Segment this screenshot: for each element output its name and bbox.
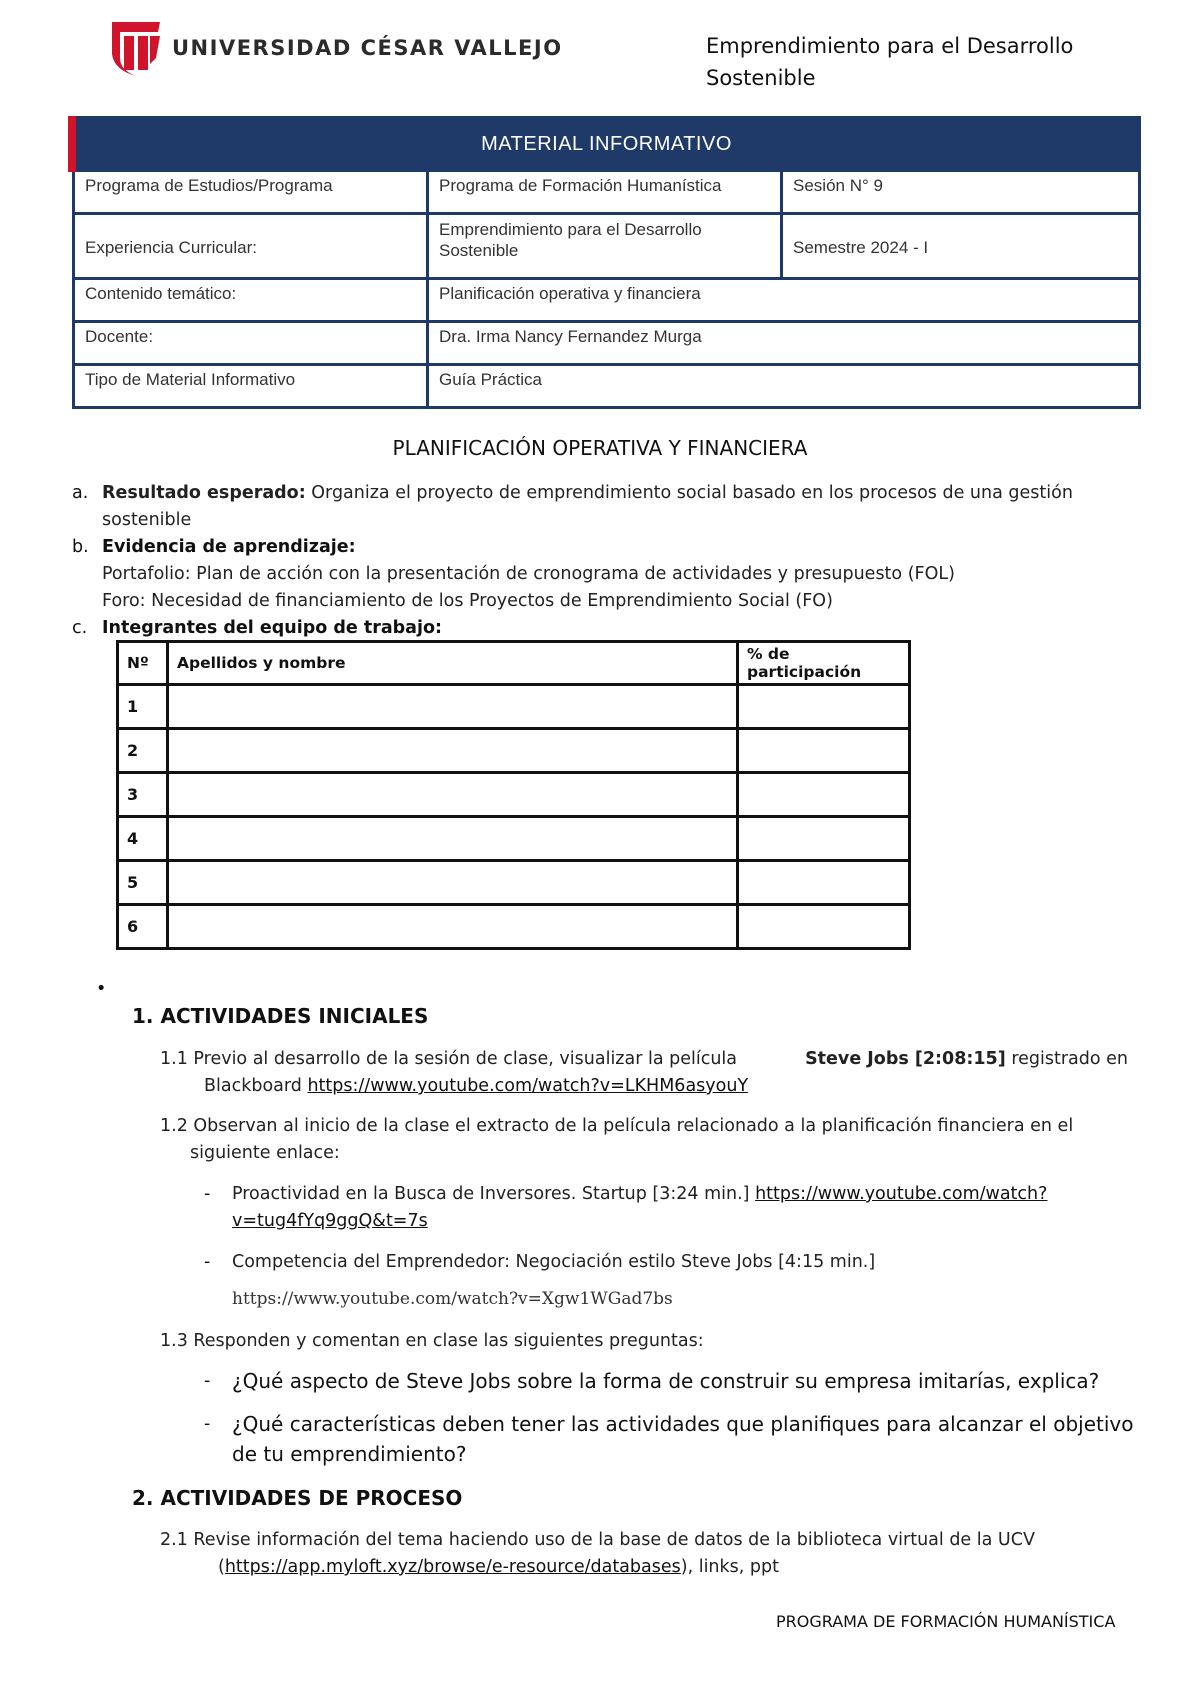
dash-1: -	[204, 1184, 211, 1204]
table-row	[118, 861, 910, 905]
item-b-label: Evidencia de aprendizaje:	[102, 537, 356, 557]
row-number: 6	[118, 905, 168, 949]
programa-label: Programa de Estudios/Programa	[74, 171, 428, 214]
semestre-value: Semestre 2024 - I	[782, 214, 1140, 279]
name-cell[interactable]	[168, 729, 738, 773]
team-members-table	[116, 640, 911, 950]
ucv-shield-icon	[110, 18, 162, 78]
main-title: PLANIFICACIÓN OPERATIVA Y FINANCIERA	[392, 436, 808, 460]
item-c-marker: c.	[72, 618, 88, 638]
p21-link[interactable]: https://app.myloft.xyz/browse/e-resource/databases	[224, 1557, 681, 1577]
contenido-value: Planificación operativa y financiera	[428, 279, 1140, 322]
tipo-label: Tipo de Material Informativo	[74, 365, 428, 408]
d1-link-part2[interactable]: v=tug4fYq9ggQ&t=7s	[232, 1211, 428, 1231]
item-a-marker: a.	[72, 483, 89, 503]
row-number: 3	[118, 773, 168, 817]
participation-cell[interactable]	[738, 861, 910, 905]
programa-value: Programa de Formación Humanística	[428, 171, 782, 214]
d2-text: Competencia del Emprendedor: Negociación estilo Steve Jobs [4:15 min.]	[232, 1252, 876, 1272]
docente-label: Docente:	[74, 322, 428, 365]
name-cell[interactable]	[168, 817, 738, 861]
p11-line2	[204, 1073, 748, 1100]
experiencia-label: Experiencia Curricular:	[74, 214, 428, 279]
sesion-value: Sesión N° 9	[782, 171, 1140, 214]
question-1: ¿Qué aspecto de Steve Jobs sobre la forma de construir su empresa imitarías, explica?	[232, 1369, 1100, 1393]
row-number: 4	[118, 817, 168, 861]
p11-text: 1.1 Previo al desarrollo de la sesión de clase, visualizar la película	[160, 1049, 738, 1069]
participation-cell[interactable]	[738, 817, 910, 861]
p11-blackboard: Blackboard	[204, 1076, 302, 1096]
tipo-value: Guía Práctica	[428, 365, 1140, 408]
item-a	[102, 480, 1102, 534]
question-2-line2: de tu emprendimiento?	[232, 1442, 467, 1466]
name-cell[interactable]	[168, 861, 738, 905]
participation-cell[interactable]	[738, 685, 910, 729]
table-row	[118, 773, 910, 817]
p21-tail: ), links, ppt	[680, 1557, 779, 1577]
row-number: 5	[118, 861, 168, 905]
table-row	[118, 685, 910, 729]
material-info-heading: MATERIAL INFORMATIVO	[74, 118, 1140, 171]
p11-tail: registrado en	[1011, 1049, 1128, 1069]
d1-line2	[232, 1208, 428, 1235]
d2-url[interactable]: https://www.youtube.com/watch?v=Xgw1WGad7bs	[232, 1289, 673, 1309]
table-row	[118, 729, 910, 773]
dash-4: -	[204, 1414, 211, 1434]
logo-text: UNIVERSIDAD CÉSAR VALLEJO	[172, 36, 563, 60]
item-b-line1: Portafolio: Plan de acción con la presentación de cronograma de actividades y presupuesto (FOL)	[102, 564, 955, 584]
p12-line2: siguiente enlace:	[190, 1143, 340, 1163]
d1-line1	[232, 1181, 1047, 1208]
item-a-label: Resultado esperado:	[102, 483, 306, 503]
p11-line1	[160, 1046, 1128, 1073]
p13: 1.3 Responden y comentan en clase las siguientes preguntas:	[160, 1331, 704, 1351]
table-row	[118, 905, 910, 949]
bullet-marker: •	[96, 979, 107, 999]
docente-value: Dra. Irma Nancy Fernandez Murga	[428, 322, 1140, 365]
row-number: 1	[118, 685, 168, 729]
participation-cell[interactable]	[738, 773, 910, 817]
university-logo	[110, 18, 563, 78]
name-cell[interactable]	[168, 685, 738, 729]
p21-line2	[218, 1554, 779, 1581]
item-a-text: Organiza el proyecto de emprendimiento social basado en los procesos de una gestión sostenible	[102, 483, 1073, 530]
participation-cell[interactable]	[738, 905, 910, 949]
item-c-label: Integrantes del equipo de trabajo:	[102, 618, 443, 638]
item-b-marker: b.	[72, 537, 89, 557]
dash-3: -	[204, 1371, 211, 1391]
material-info-table	[72, 116, 1141, 409]
heading-accent-bar	[68, 116, 76, 172]
contenido-label: Contenido temático:	[74, 279, 428, 322]
dash-2: -	[204, 1252, 211, 1272]
team-table-header	[118, 642, 910, 685]
experiencia-value: Emprendimiento para el Desarrollo Sostenible	[428, 214, 782, 279]
col-participation: % de participación	[738, 642, 910, 685]
page-footer: PROGRAMA DE FORMACIÓN HUMANÍSTICA	[776, 1612, 1116, 1631]
col-name: Apellidos y nombre	[168, 642, 738, 685]
question-2-line1: ¿Qué características deben tener las actividades que planifiques para alcanzar el objetivo	[232, 1412, 1134, 1436]
name-cell[interactable]	[168, 773, 738, 817]
p12-line1: 1.2 Observan al inicio de la clase el extracto de la película relacionado a la planificación financiera en el	[160, 1116, 1074, 1136]
section2-title: 2. ACTIVIDADES DE PROCESO	[132, 1486, 463, 1510]
d1-text: Proactividad en la Busca de Inversores. Startup [3:24 min.]	[232, 1184, 750, 1204]
p11-movie: Steve Jobs [2:08:15]	[805, 1049, 1006, 1069]
row-number: 2	[118, 729, 168, 773]
table-row	[118, 817, 910, 861]
section1-title: 1. ACTIVIDADES INICIALES	[132, 1004, 429, 1028]
item-b-line2: Foro: Necesidad de financiamiento de los Proyectos de Emprendimiento Social (FO)	[102, 591, 833, 611]
name-cell[interactable]	[168, 905, 738, 949]
header-course-title: Emprendimiento para el Desarrollo Sostenible	[706, 34, 1074, 90]
d1-link-part1[interactable]: https://www.youtube.com/watch?	[755, 1184, 1048, 1204]
p21-open: (	[218, 1557, 225, 1577]
p11-link[interactable]: https://www.youtube.com/watch?v=LKHM6asyouY	[307, 1076, 749, 1096]
p21-line1: 2.1 Revise información del tema haciendo uso de la base de datos de la biblioteca virtual de la UCV	[160, 1530, 1035, 1550]
col-number: Nº	[118, 642, 168, 685]
participation-cell[interactable]	[738, 729, 910, 773]
